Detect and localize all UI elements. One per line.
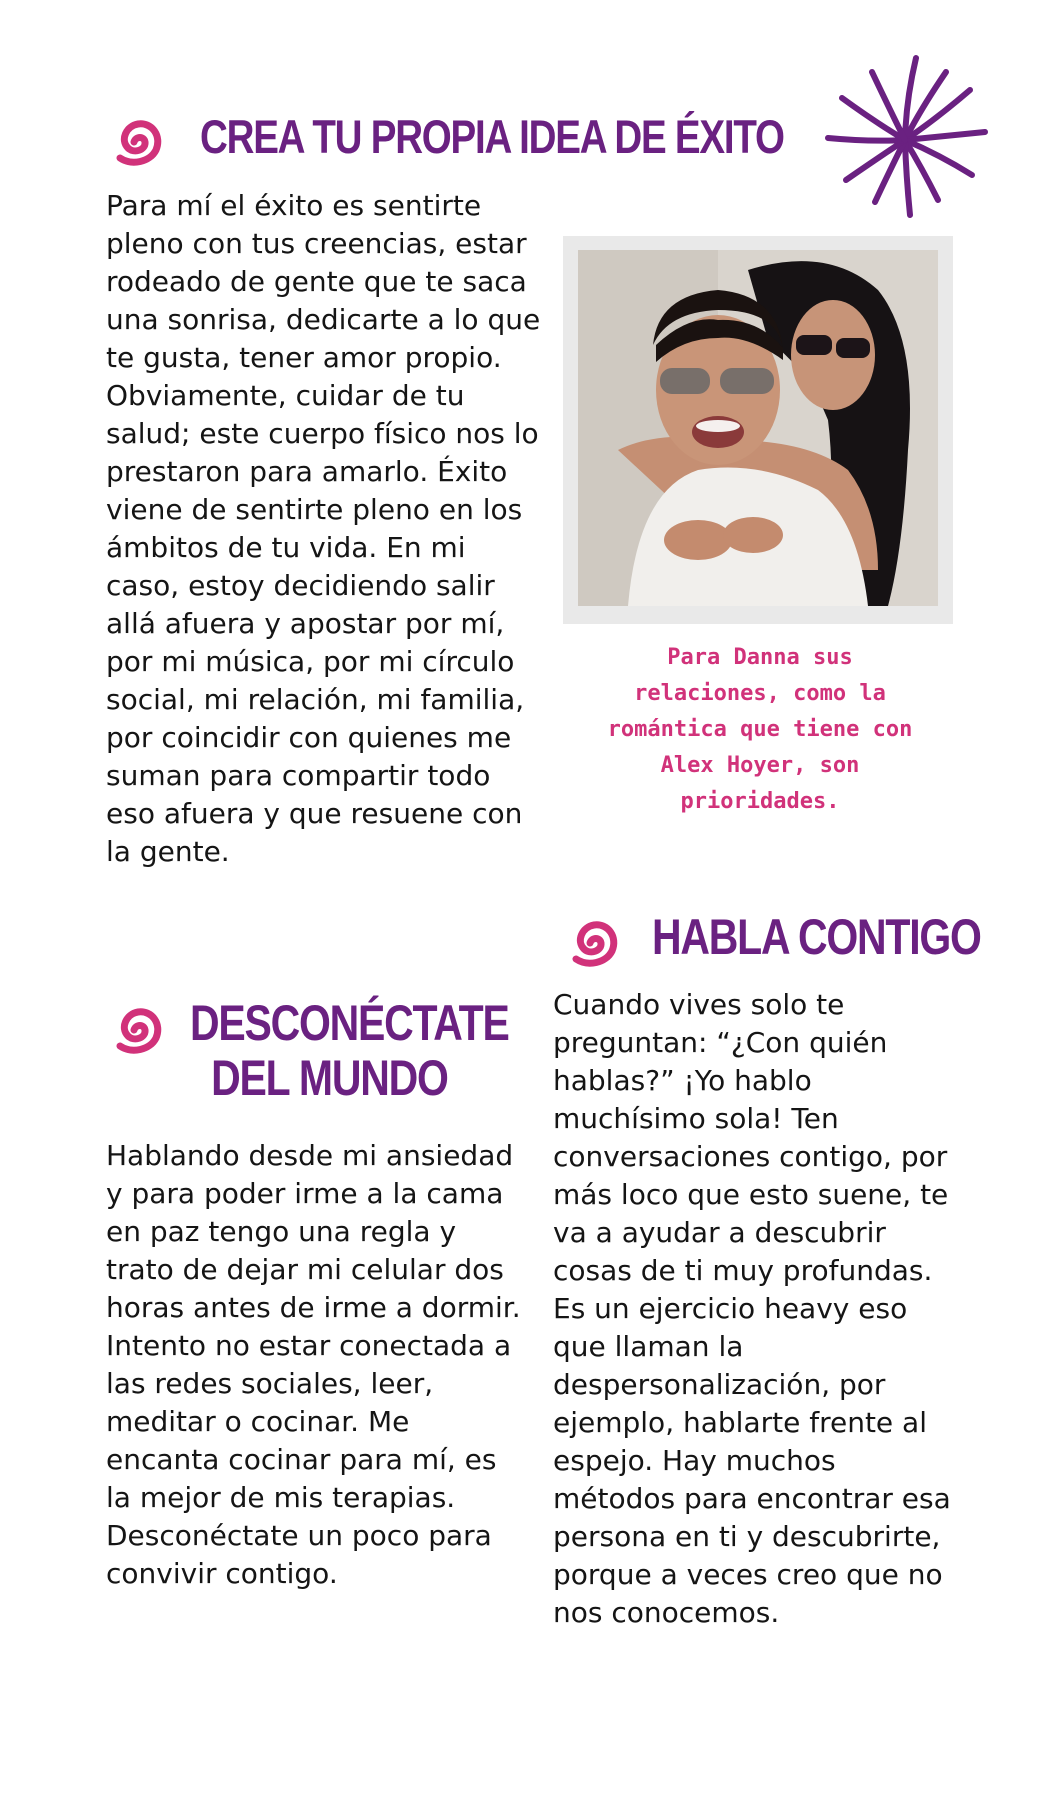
section-body-habla: Cuando vives solo te preguntan: “¿Con quién hablas?” ¡Yo hablo muchísimo sola! Ten conversaciones contigo, por más loco que esto suene, te va a ayudar a descubrir cosas de ti muy profundas. Es un ejercicio heavy eso que llaman la despersonalización, por ejemplo, hablarte frente al espejo. Hay muchos métodos para encontrar esa persona en ti y descubrirte, porque a veces creo que no nos conocemos. <box>553 988 951 1629</box>
burst-icon <box>820 50 990 220</box>
spiral-icon <box>560 913 622 969</box>
section-body-exito: Para mí el éxito es sentirte pleno con tus creencias, estar rodeado de gente que te saca una sonrisa, dedicarte a lo que te gusta, tener amor propio. Obviamente, cuidar de tu salud; este cuerpo físico nos lo prestaron para amarlo. Éxito viene de sentirte pleno en los ámbitos de tu vida. En mi caso, estoy decidiendo salir allá afuera y apostar por mí, por mi música, por mi círculo social, mi relación, mi familia, por coincidir con quienes me suman para compartir todo eso afuera y que resuene con la gente. <box>106 189 541 868</box>
photo-caption: Para Danna sus relaciones, como la romántica que tiene con Alex Hoyer, son prioridades. <box>607 645 913 814</box>
couple-photo <box>578 250 938 606</box>
section-title-desconectate <box>190 995 509 1106</box>
photo-frame <box>563 236 953 624</box>
section-title-habla: HABLA CONTIGO <box>652 909 981 965</box>
section-title-desconectate-line2: DEL MUNDO <box>211 1050 448 1106</box>
section-title-exito: CREA TU PROPIA IDEA DE ÉXITO <box>200 110 784 163</box>
spiral-icon <box>104 112 166 168</box>
section-title-desconectate-line1: DESCONÉCTATE <box>190 995 509 1051</box>
section-body-desconectate: Hablando desde mi ansiedad y para poder irme a la cama en paz tengo una regla y trato de dejar mi celular dos horas antes de irme a dormir. Intento no estar conectada a las redes sociales, leer, meditar o cocinar. Me encanta cocinar para mí, es la mejor de mis terapias. Desconéctate un poco para convivir contigo. <box>106 1139 521 1590</box>
spiral-icon <box>104 1000 166 1056</box>
